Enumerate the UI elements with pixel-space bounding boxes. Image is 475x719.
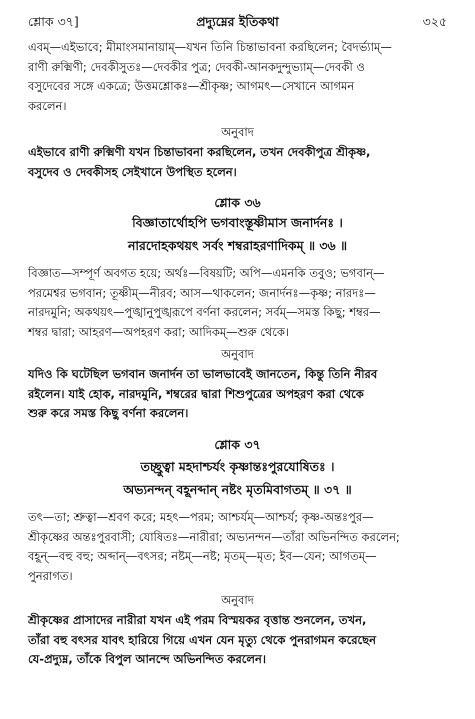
header-verse-ref: শ্লোক ৩৭] <box>28 14 79 29</box>
text-line: বসুদেব ও দেবকীসহ সেইখানে উপস্থিত হলেন। <box>28 164 237 179</box>
text-line: শম্বর দ্বারা; আহরণ—অপহরণ করা; আদিকম্—শুরু থেকে। <box>28 324 290 339</box>
translation-37 <box>28 611 448 670</box>
translation-heading: অনুবাদ <box>221 593 254 607</box>
verse-36-line-1: বিজ্ঞাতার্থোহপি ভগবাংস্তূষ্ণীমাস জনার্দনঃ । <box>132 215 343 230</box>
text-line: তাঁরা বহু বৎসর যাবৎ হারিয়ে গিয়ে এখন যেন মৃত্যু থেকে পুনরাগমন করেছেন <box>28 632 377 647</box>
text-line: শ্রীকৃষ্ণের প্রাসাদের নারীরা যখন এই পরম বিস্ময়কর বৃত্তান্ত শুনলেন, তখন, <box>28 613 367 627</box>
translation-35 <box>28 143 448 182</box>
text-line: বহূন্—বহু বহু; অব্দান্—বৎসর; নষ্টম্—নষ্ট; মৃতম্—মৃত; ইব—যেন; আগতম্— <box>28 549 377 563</box>
text-line: শুরু করে সমস্ত কিছু বর্ণনা করলেন। <box>28 406 189 420</box>
translation-heading: অনুবাদ <box>221 347 254 361</box>
verse-36-line-2: নারদোহকথয়ৎ সর্বং শম্বরাহরণাদিকম্ ॥ ৩৬ ॥ <box>127 238 348 253</box>
verse-37-line-1: তচ্ছ্রুত্বা মহদাশ্চর্যং কৃষ্ণান্তঃপুরযোষিতঃ । <box>140 459 335 474</box>
verse-37-heading: শ্লোক ৩৭ <box>214 437 261 452</box>
synonyms-35 <box>28 38 448 116</box>
translation-36 <box>28 365 448 424</box>
text-line: রাণী রুক্মিণী; দেবকীসুতঃ—দেবকীর পুত্র; দেবকী-আনকদুন্দুভ্যাম্—দেবকী ও <box>28 59 365 74</box>
text-line: যদিও কি ঘটেছিল ভগবান জনার্দন তা ভালভাবেই জানতেন, কিন্তু তিনি নীরব <box>28 367 378 381</box>
text-line: বসুদেবের সঙ্গে একত্রে; উত্তমশ্লোকঃ—শ্রীকৃষ্ণ; আগমৎ—সেখানে আগমন <box>28 79 355 93</box>
header-chapter-title: প্রদ্যুম্নের ইতিকথা <box>196 14 279 29</box>
verse-37-line-2: অভ্যনন্দন্ বহূনব্দান্ নষ্টং মৃতমিবাগতম্ ॥ ৩৭ ॥ <box>123 482 352 497</box>
translation-heading: অনুবাদ <box>221 125 254 139</box>
text-line: পরমেশ্বর ভগবান; তূষ্ণীম্—নীরব; আস—থাকলেন; জনার্দনঃ—কৃষ্ণ; নারদঃ— <box>28 285 376 300</box>
text-line: নারদমুনি; অকথয়ৎ—পুঙ্খানুপুঙ্খরূপে বর্ণনা করলেন; সর্বম্—সমস্ত কিছু; শম্বর— <box>28 305 381 319</box>
text-line: পুনরাগত। <box>28 568 73 583</box>
text-line: যে-প্রদ্যুম্ন, তাঁকে বিপুল আনন্দে অভিনন্দিত করলেন। <box>28 652 266 666</box>
text-line: শ্রীকৃষ্ণের অন্তঃপুরবাসী; যোষিতঃ—নারীরা; অভ্যনন্দন—তাঁরা অভিনন্দিত করলেন; <box>28 529 400 544</box>
page-number: ৩২৫ <box>422 14 447 29</box>
synonyms-36 <box>28 264 448 342</box>
running-header <box>28 14 447 32</box>
text-line: এইভাবে রাণী রুক্মিণী যখন চিন্তাভাবনা করছিলেন, তখন দেবকীপুত্র শ্রীকৃষ্ণ, <box>28 145 371 159</box>
text-line: এবম্—এইভাবে; মীমাংসমানায়াম্—যখন তিনি চিন্তাভাবনা করছিলেন; বৈদর্ভ্যাম্— <box>28 40 392 54</box>
text-line: তৎ—তা; শ্রুত্বা—শ্রবণ করে; মহৎ—পরম; আশ্চর্যম্—আশ্চর্য; কৃষ্ণ-অন্তঃপুর— <box>28 510 374 524</box>
verse-36-heading: শ্লোক ৩৬ <box>214 195 261 210</box>
text-line: করলেন। <box>28 98 67 113</box>
text-line: বিজ্ঞাত—সম্পূর্ণ অবগত হয়ে; অর্থঃ—বিষয়টি; অপি—এমনকি তবুও; ভগবান্— <box>28 266 385 280</box>
synonyms-37 <box>28 508 448 586</box>
text-line: রইলেন। যাই হোক, নারদমুনি, শম্বরের দ্বারা শিশুপুত্রের অপহরণ করা থেকে <box>28 386 364 401</box>
